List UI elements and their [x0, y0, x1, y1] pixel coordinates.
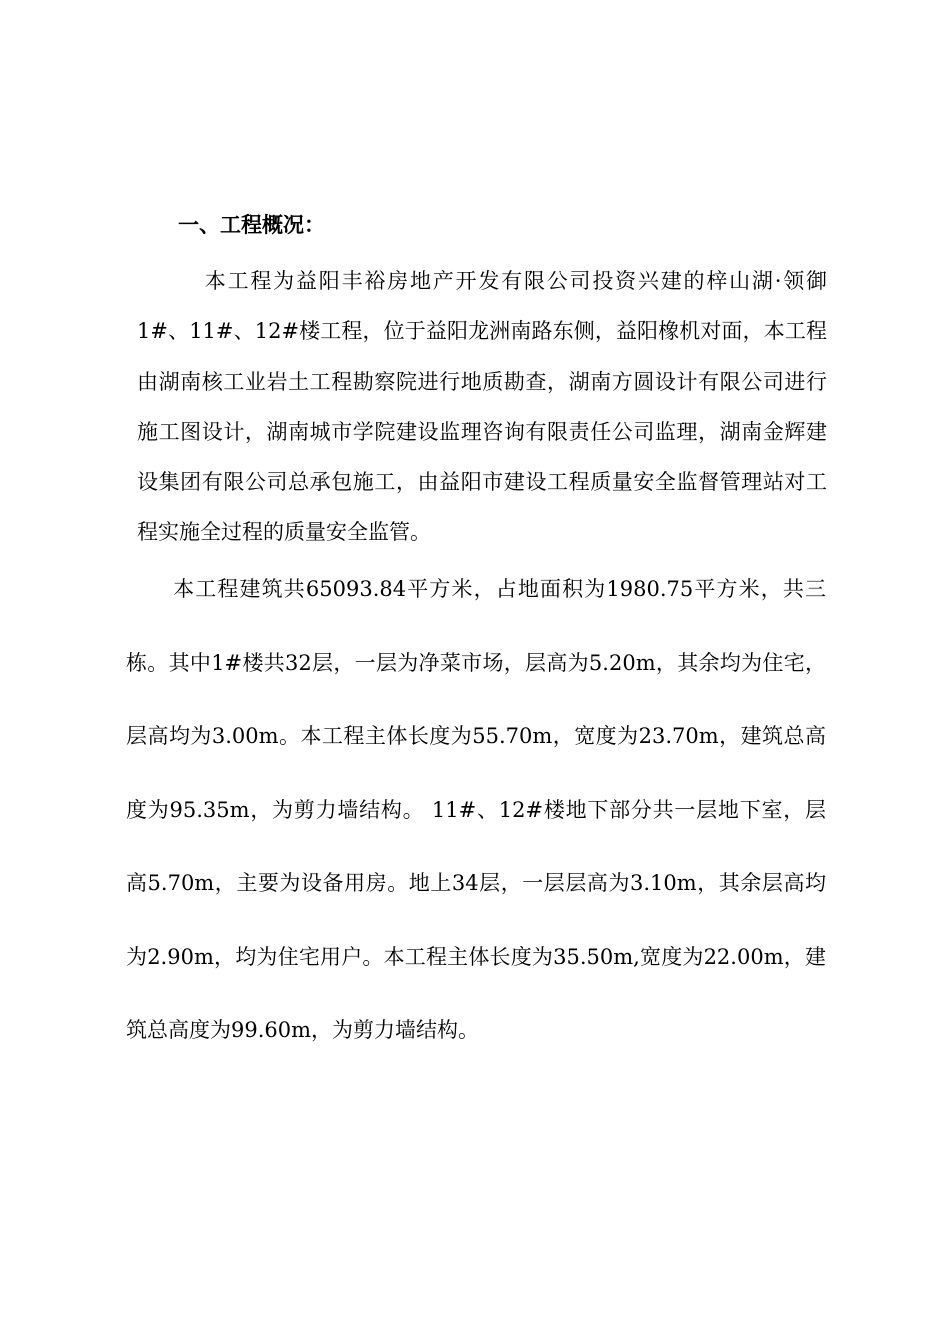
paragraph-project-overview: [137, 256, 827, 558]
paragraph-text: 本工程建筑共65093.84平方米，占地面积为1980.75平方米，共三栋。其中1#楼共32层，一层为净菜市场，层高为5.20m，其余均为住宅，层高均为3.00m。本工程主体长度为55.70m，宽度为23.70m，建筑总高度为95.35m，为剪力墙结构。 11#、12#楼地下部分共一层地下室，层高5.70m，主要为设备用房。地上34层，一层层高为3.10m，其余层高均为2.90m，均为住宅用户。本工程主体长度为35.50m,宽度为22.00m，建筑总高度为99.60m，为剪力墙结构。: [126, 577, 826, 1042]
paragraph-text: 本工程为益阳丰裕房地产开发有限公司投资兴建的梓山湖·领御1#、11#、12#楼工程，位于益阳龙洲南路东侧，益阳橡机对面，本工程由湖南核工业岩土工程勘察院进行地质勘查，湖南方圆设计有限公司进行施工图设计，湖南城市学院建设监理咨询有限责任公司监理，湖南金辉建设集团有限公司总承包施工，由益阳市建设工程质量安全监督管理站对工程实施全过程的质量安全监管。: [137, 269, 827, 545]
section-heading: 一、工程概况：: [178, 212, 325, 237]
paragraph-building-details: [126, 553, 826, 1068]
